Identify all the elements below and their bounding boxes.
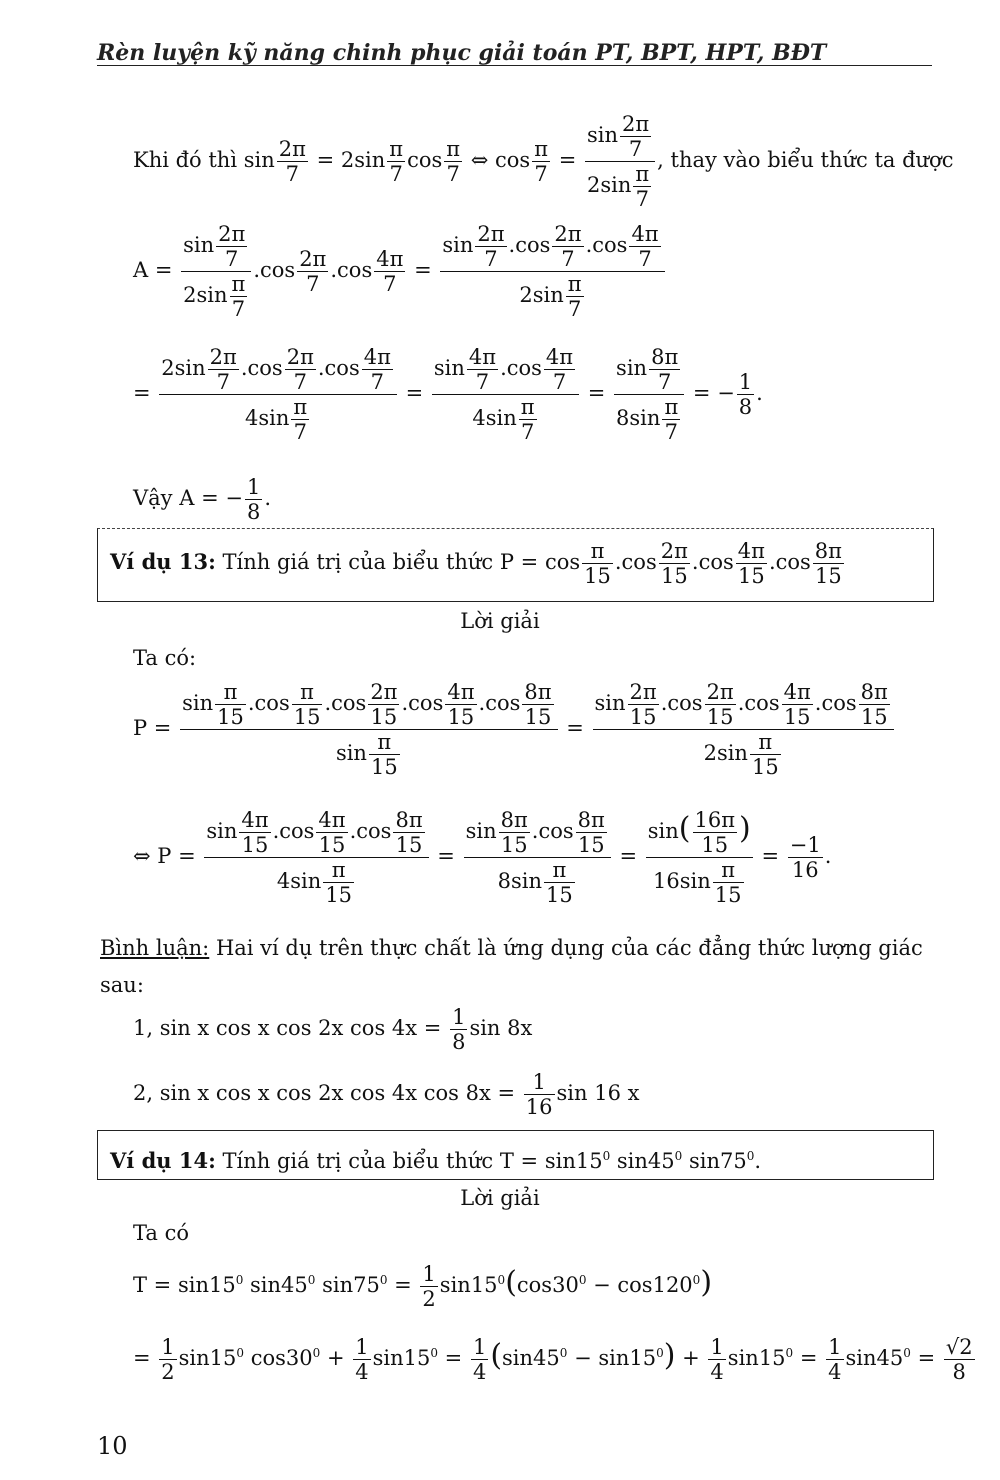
identity-1-left: 1, sin x cos x cos 2x cos 4x =	[133, 1016, 442, 1040]
p-label: P =	[133, 716, 172, 740]
example-13-ta-co: Ta có:	[133, 646, 197, 670]
conclusion-text: Vậy A = −	[133, 486, 243, 510]
identity-1: 1, sin x cos x cos 2x cos 4x = $\frac{1}{8}$ sin 8x	[133, 1005, 533, 1054]
example-13-solution-title: Lời giải	[460, 609, 540, 633]
conclusion-A: Vậy A = − $\frac{1}{8}$ .	[133, 475, 271, 524]
intro-line: Khi đó thì sin $\frac{2\pi}{7}$ = 2sin $\frac{\pi}{7}$ cos $\frac{\pi}{7}$ ⇔ cos $\frac{\pi}{7}$ = sin $\frac{2\pi}{7}$ 2sin $\frac{\pi}{7}$ , thay vào biểu thức ta được	[133, 112, 954, 211]
example-14-solution-title: Lời giải	[460, 1186, 540, 1210]
example-13-text: Tính giá trị của biểu thức	[222, 550, 494, 574]
formula-T-1: $T = \sin 15^0$ $\sin 45^0$ $\sin 75^0$ = $\frac{1}{2}$ $\sin 15^0(\cos 30^0 - \cos 120^0)$	[133, 1262, 713, 1311]
intro-text: Khi đó thì	[133, 148, 238, 172]
comment-text-2: sau:	[100, 973, 144, 997]
identity-2-left: 2, sin x cos x cos 2x cos 4x cos 8x =	[133, 1081, 516, 1105]
example-14-ta-co: Ta có	[133, 1221, 189, 1245]
formula-T-2: = $\frac{1}{2}$ $\sin 15^0$ $\cos 30^0$ + $\frac{1}{4}$ $\sin 15^0$ = $\frac{1}{4}$ $(\sin 45^0 - \sin 15^0)$ + $\frac{1}{4}$ $\sin 15^0$ = $\frac{1}{4}$ $\sin 45^0$ = $\frac{√2}{8}$	[133, 1335, 973, 1384]
example-14-box: Ví dụ 14: Tính giá trị của biểu thức $T = \sin 15^0$ $\sin 45^0$ $\sin 75^0$.	[97, 1130, 934, 1180]
identity-1-right: sin 8x	[469, 1016, 533, 1040]
intro-text-after: , thay vào biểu thức ta được	[657, 148, 954, 172]
example-13-box: Ví dụ 13: Tính giá trị của biểu thức P = cos $\frac{\pi}{15}$ .cos $\frac{2\pi}{15}$ .cos $\frac{4\pi}{15}$ .cos $\frac{8\pi}{15}$	[97, 528, 934, 602]
iff-label: ⇔ P =	[133, 844, 196, 868]
formula-A-2: = 2sin $\frac{2\pi}{7}$ .cos $\frac{2\pi}{7}$ .cos $\frac{4\pi}{7}$ 4sin $\frac{\pi}{7}$ = sin $\frac{4\pi}{7}$ .cos $\frac{4\pi}{7}$ 4sin $\frac{\pi}{7}$ = sin $\frac{8\pi}{7}$ 8sin $\frac{\pi}{7}$ = − $\frac{1}{8}$ .	[133, 345, 763, 444]
example-13-label: Ví dụ 13:	[110, 549, 216, 574]
a-label: A =	[133, 258, 173, 282]
formula-P-2: ⇔ P = sin $\frac{4\pi}{15}$ .cos $\frac{4\pi}{15}$ .cos $\frac{8\pi}{15}$ 4sin $\frac{\pi}{15}$ = sin $\frac{8\pi}{15}$ .cos $\frac{8\pi}{15}$ 8sin $\frac{\pi}{15}$ = sin( $\frac{16\pi}{15}$ ) 16sin $\frac{\pi}{15}$ = $\frac{-1}{16}$ .	[133, 808, 832, 907]
identity-2-right: sin 16 x	[556, 1081, 640, 1105]
identity-2: 2, sin x cos x cos 2x cos 4x cos 8x = $\frac{1}{16}$ sin 16 x	[133, 1070, 640, 1119]
comment-label: Bình luận:	[100, 936, 210, 960]
formula-P-1: P = sin $\frac{\pi}{15}$ .cos $\frac{\pi}{15}$ .cos $\frac{2\pi}{15}$ .cos $\frac{4\pi}{15}$ .cos $\frac{8\pi}{15}$ sin $\frac{\pi}{15}$ = sin $\frac{2\pi}{15}$ .cos $\frac{2\pi}{15}$ .cos $\frac{4\pi}{15}$ .cos $\frac{8\pi}{15}$ 2sin $\frac{\pi}{15}$	[133, 680, 896, 779]
comment-text: Hai ví dụ trên thực chất là ứng dụng của các đẳng thức lượng giác	[215, 936, 923, 960]
page-header: Rèn luyện kỹ năng chinh phục giải toán PT, BPT, HPT, BĐT	[97, 40, 827, 66]
formula-A-1: A = sin $\frac{2\pi}{7}$ 2sin $\frac{\pi}{7}$ .cos $\frac{2\pi}{7}$ .cos $\frac{4\pi}{7}$ = sin $\frac{2\pi}{7}$ .cos $\frac{2\pi}{7}$ .cos $\frac{4\pi}{7}$ 2sin $\frac{\pi}{7}$	[133, 222, 667, 321]
header-rule	[97, 65, 932, 66]
example-14-text: Tính giá trị của biểu thức	[222, 1149, 494, 1173]
example-14-label: Ví dụ 14:	[110, 1148, 216, 1173]
comment-line	[100, 935, 923, 961]
page-number: 10	[97, 1432, 128, 1460]
